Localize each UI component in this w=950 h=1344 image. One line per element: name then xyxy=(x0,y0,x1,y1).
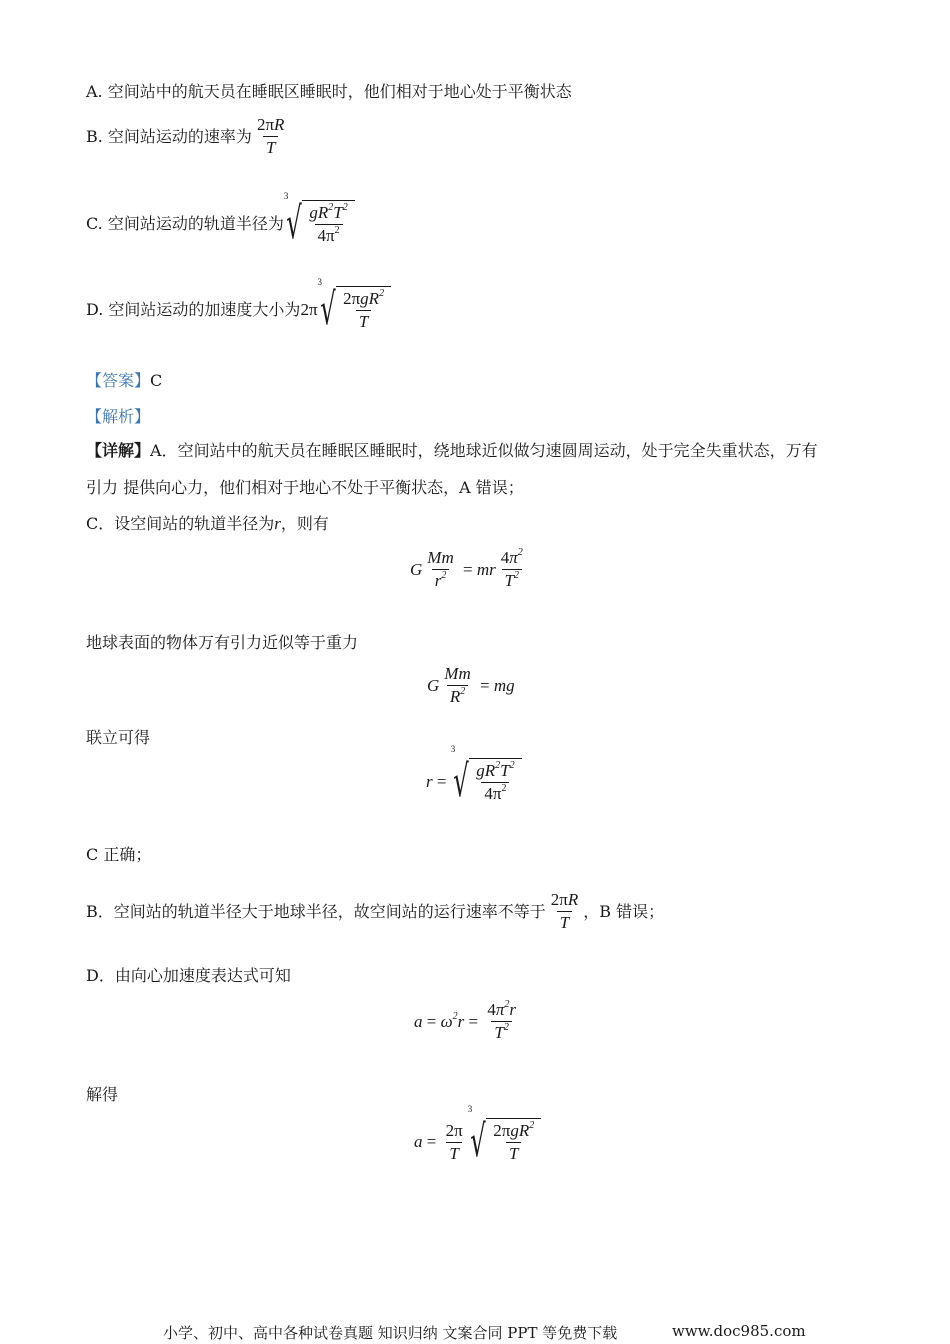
equation-acceleration: a = $\frac{2\pi}{T}$ 3 √ $\frac{2\pi gR^2}{T}$ xyxy=(414,1118,541,1166)
answer-label: 【答案】 xyxy=(86,371,151,390)
detail-c-text: C．设空间站的轨道半径为 xyxy=(86,514,275,533)
option-d-text: D. 空间站运动的加速度大小为 xyxy=(86,300,301,319)
detail-line-1 xyxy=(86,441,818,461)
equation-radius: r = 3 √ $\frac{gR^2T^2}{4\pi^2}$ xyxy=(426,758,522,806)
c-correct: C 正确； xyxy=(86,845,152,864)
detail-c-intro xyxy=(86,514,329,534)
gravity-text: 地球表面的物体万有引力近似等于重力 xyxy=(86,633,359,652)
option-c-formula: 3 √ $\frac{gR^2T^2}{4\pi^2}$ xyxy=(284,200,355,248)
footer-link[interactable]: www.doc985.com xyxy=(672,1322,806,1340)
option-b-text: B. 空间站运动的速率为 xyxy=(86,126,252,146)
option-d xyxy=(86,277,391,335)
detail-b xyxy=(86,890,664,933)
detail-b-end: ，B 错误； xyxy=(583,901,665,921)
answer-line xyxy=(86,371,162,391)
detail-d: D．由向心加速度表达式可知 xyxy=(86,966,291,985)
detail-b-formula: $\frac{2\pi R}{T}$ xyxy=(550,890,579,932)
option-c xyxy=(86,191,355,249)
option-d-formula: 2π 3 √ $\frac{2\pi gR^2}{T}$ xyxy=(300,286,391,334)
option-a: A. 空间站中的航天员在睡眠区睡眠时，他们相对于地心处于平衡状态 xyxy=(86,82,572,101)
detail-line-2: 引力 提供向心力，他们相对于地心不处于平衡状态，A 错误； xyxy=(86,478,524,497)
combine-text: 联立可得 xyxy=(86,728,151,747)
footer-text: 小学、初中、高中各种试卷真题 知识归纳 文案合同 PPT 等免费下载 xyxy=(163,1324,618,1342)
solve-text: 解得 xyxy=(86,1085,119,1104)
detail-label: 【详解】 xyxy=(86,441,151,460)
equation-gravitation: G $\frac{Mm}{r^2}$ = mr $\frac{4\pi^2}{T^2}$ xyxy=(410,547,523,590)
detail-b-text: B．空间站的轨道半径大于地球半径，故空间站的运行速率不等于 xyxy=(86,901,546,921)
equation-centripetal: a = $\omega^2r$ = $\frac{4\pi^2r}{T^2}$ xyxy=(414,999,516,1042)
analysis-label: 【解析】 xyxy=(86,407,151,426)
detail-a-text: A．空间站中的航天员在睡眠区睡眠时，绕地球近似做匀速圆周运动，处于完全失重状态，万有 xyxy=(150,441,818,460)
option-c-text: C. 空间站运动的轨道半径为 xyxy=(86,214,284,233)
option-b-formula: $\frac{2\pi R}{T}$ xyxy=(256,115,285,157)
answer-value: C xyxy=(150,371,163,390)
detail-c-end: ，则有 xyxy=(280,514,329,533)
equation-surface-gravity: G $\frac{Mm}{R^2}$ = mg xyxy=(427,664,515,706)
var-r: r xyxy=(274,514,281,533)
option-b xyxy=(86,115,289,158)
